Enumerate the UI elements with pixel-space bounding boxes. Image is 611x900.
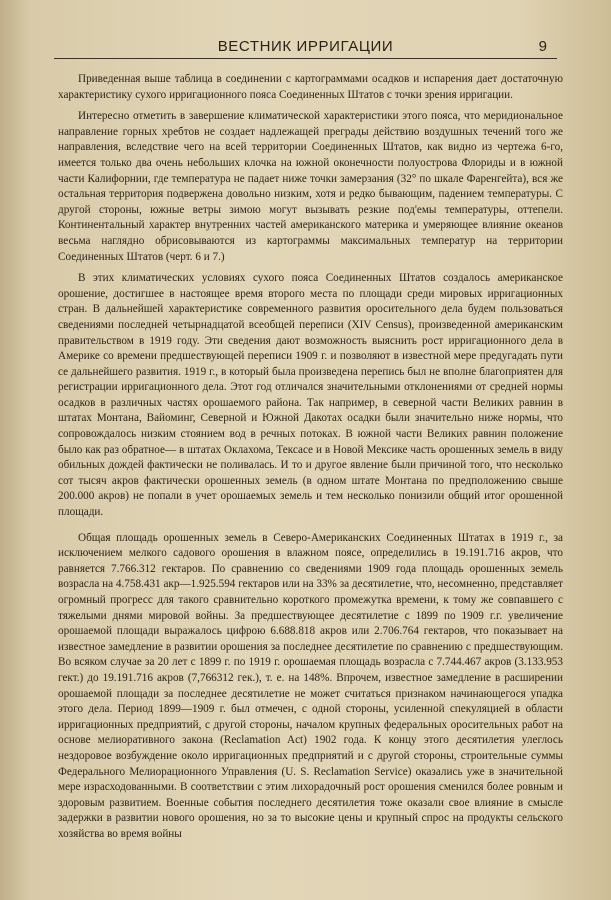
paragraph-1: Приведенная выше таблица в соединении с картограммами осадков и испарения дает достаточную характеристику сухого ирригационного пояса Соединенных Штатов с точки зрения ирригации.	[58, 73, 563, 101]
paragraph-4: Общая площадь орошенных земель в Северо-Американских Соединенных Штатах в 1919 г., за исключением мелкого садового орошения в влажном поясе, определились в 19.191.716 акров, что равняется 7.766.312 гектаров. По сравнению со сведениями 1909 года площадь орошенных земель возрасла на 4.758.431 акр—1.925.594 гектаров или на 33% за десятилетие, что, несомненно, представляет огромный прогресс для такого сравнительно короткого промежутка времени, к тому же совпавшего с тяжелыми днями мировой войны. За предшествующее десятилетие с 1899 по 1909 г.г. увеличение орошаемой площади выражалось цифрою 6.688.818 акров или 2.706.764 гектаров, что показывает на известное замедление в развитии орошения за последнее десятилетие по сравнению с предшествующим. Во всяком случае за 20 лет с 1899 г. по 1919 г. орошаемая площадь возрасла с 7.744.467 акров (3.133.953 гект.) до 19.191.716 акров (7,766312 гек.), т. е. на 148%. Впрочем, известное замедление в расширении орошаемой площади за последнее десятилетие не может считаться признаком начинающегося упадка этого дела. Период 1899—1909 г. был отмечен, с одной стороны, усиленной спекуляцией в области ирригационных предприятий, с другой стороны, началом крупных федеральных оросительных работ на основе мелиоративного закона (Reclamation Act) 1902 года. К концу этого десятилетия улеглось нездоровое возбуждение около ирригационных предприятий и с другой стороны, строительные суммы Федерального Мелиорационного Управления (U. S. Reclamation Service) оказались уже в значительной мере израсходованными. В соответствии с этим лихорадочный рост орошения сменился более ровным и здоровым развитием. Военные события последнего десятилетия тоже оказали свое влияние в смысле задержки в развитии нового орошения, но за то высокие цены и крупный спрос на продукты сельского хозяйства во время войны	[58, 531, 563, 840]
journal-title: ВЕСТНИК ИРРИГАЦИИ	[217, 38, 394, 55]
paragraph-2: Интересно отметить в завершение климатической характеристики этого пояса, что меридиональное направление горных хребтов не создает надлежащей преграды действию воздушных течений того же направления, вследствие чего на всей территории Соединенных Штатов, как видно из чертежа 6-го, имеется только два очень небольших клочка на южной оконечности полуострова Флориды и в южной части Калифорнии, где температура не падает ниже точки замерзания (32° по шкале Фаренгейта), вся же остальная территория подвержена довольно низким, хотя и редко бывающим, падением температуры. С другой стороны, южные ветры зимою могут вызывать резкие под'емы температуры, оттепели. Континентальный характер внутренних частей американского материка и умеряющее влияние океанов весьма наглядно обрисовываются из картограммы максимальных температур на территории Соединенных Штатов (черт. 6 и 7.)	[58, 110, 563, 263]
page-number: 9	[538, 38, 547, 55]
article-body	[58, 72, 563, 849]
running-header	[0, 36, 611, 58]
paragraph-3: В этих климатических условиях сухого пояса Соединенных Штатов создалось американское орошение, достигшее в настоящее время второго места по площади среди мировых ирригационных стран. В дальнейшей характеристике современного развития оросительного дела будем пользоваться сведениями последней четырнадцатой всеобщей переписи (XIV Census), произведенной американским правительством в 1919 году. Эти сведения дают возможность выяснить рост ирригационного дела в Америке со времени предшествующей переписи 1909 г. и позволяют в известной мере предугадать пути се дальнейшего развития. 1919 г., в который была произведена перепись был не вполне благоприятен для регистрации ирригационного дела. Этот год отличался значительными отклонениями от средней нормы осадков в различных частях орошаемого района. Так например, в северной части Великих равнин в штатах Монтана, Вайоминг, Северной и Южной Дакотах осадки были значительно ниже нормы, что сопровождалось низким стоянием вод в речных потоках. В южной части Великих равнин положение было как раз обратное— в штатах Оклахома, Тексасе и в Новой Мексике часть орошенных земель в виду обильных дождей фактически не поливалась. И то и другое явление были причиной того, что несколько сот тысяч акров фактически орошенных земель (в одном штате Монтана по предположению свыше 200.000 акров) не попали в учет орошаемых земель и тем несколько понизили общий итог орошенной площади.	[58, 272, 563, 519]
header-rule	[54, 58, 557, 59]
